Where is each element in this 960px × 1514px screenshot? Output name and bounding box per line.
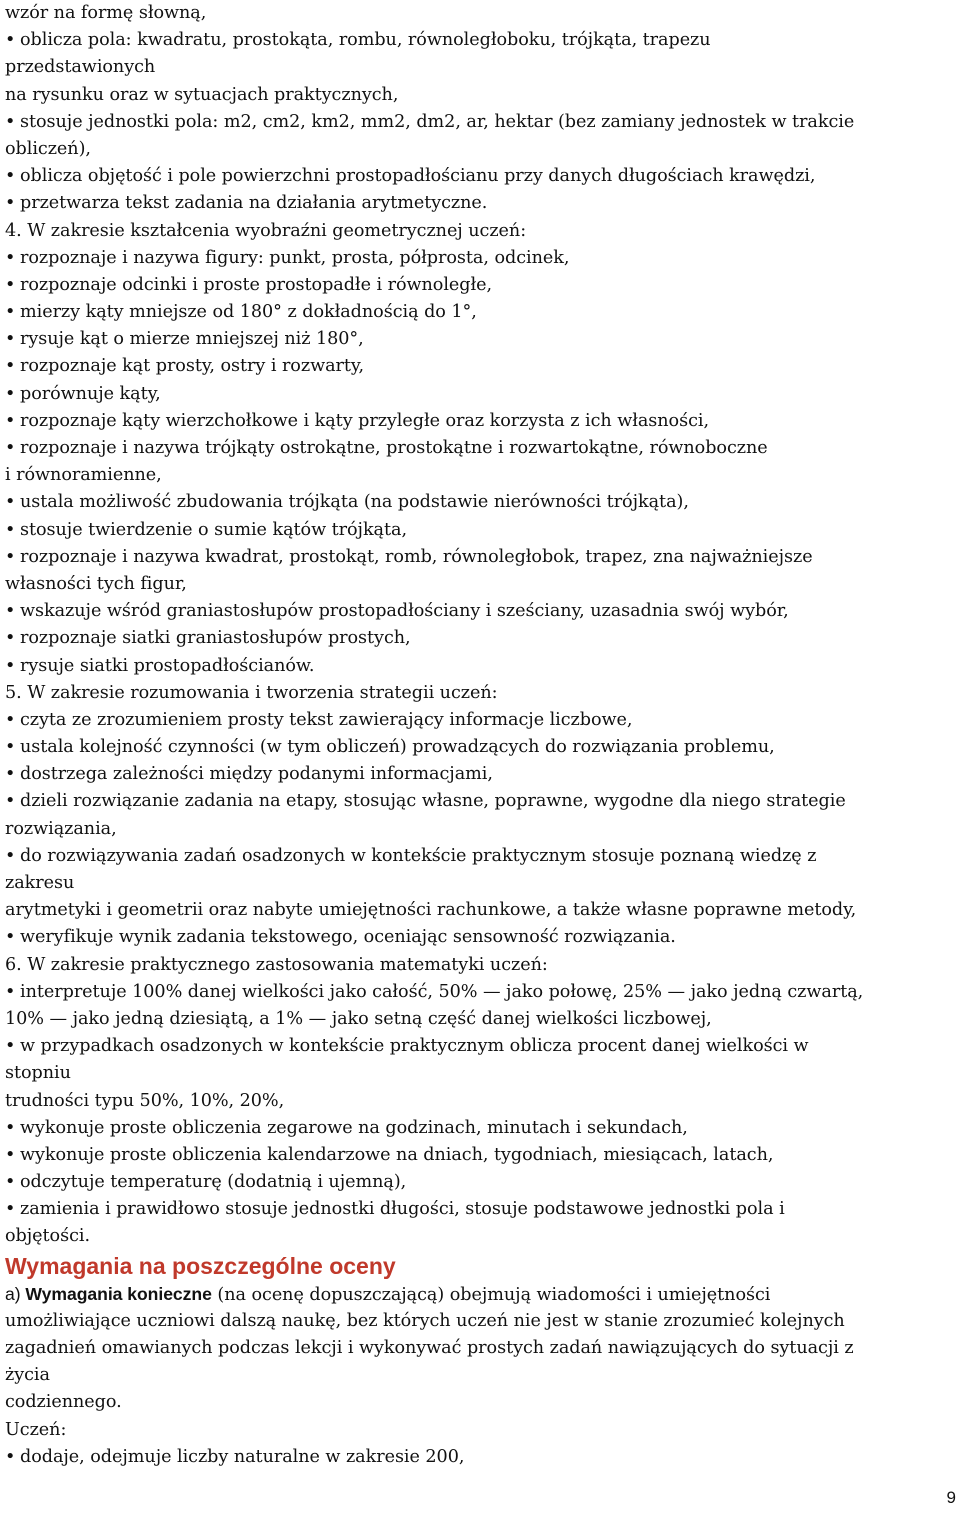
intro-line bbox=[5, 1281, 955, 1308]
bullet-item: • oblicza objętość i pole powierzchni prostopadłościanu przy danych długościach krawędzi, bbox=[5, 163, 955, 190]
bullet-item: • rozpoznaje odcinki i proste prostopadłe i równoległe, bbox=[5, 272, 955, 299]
text-line: codziennego. bbox=[5, 1392, 122, 1413]
text-line: umożliwiające uczniowi dalszą naukę, bez których uczeń nie jest w stanie zrozumieć kolejnych bbox=[5, 1310, 845, 1331]
page-number: 9 bbox=[946, 1488, 956, 1507]
text-line: obliczeń), bbox=[5, 138, 91, 159]
bullet-item: • wykonuje proste obliczenia zegarowe na godzinach, minutach i sekundach, bbox=[5, 1115, 955, 1142]
text-line: rozwiązania, bbox=[5, 818, 117, 839]
text-line: zakresu bbox=[5, 873, 75, 893]
bullet-item: • zamienia i prawidłowo stosuje jednostki długości, stosuje podstawowe jednostki pola i bbox=[5, 1196, 955, 1223]
text-line: 10% — jako jedną dziesiątą, a 1% — jako setną część danej wielkości liczbowej, bbox=[5, 1008, 712, 1029]
text-line: 4. W zakresie kształcenia wyobraźni geometrycznej uczeń: bbox=[5, 220, 527, 241]
bullet-item: • rozpoznaje siatki graniastosłupów prostych, bbox=[5, 625, 955, 652]
intro-prefix: a) bbox=[5, 1283, 26, 1304]
bullet-item: • weryfikuje wynik zadania tekstowego, oceniając sensowność rozwiązania. bbox=[5, 924, 955, 951]
bullet-item: • rozpoznaje kąty wierzchołkowe i kąty przyległe oraz korzysta z ich własności, bbox=[5, 408, 955, 435]
text-line: Uczeń: bbox=[5, 1419, 67, 1440]
bullet-item: • rozpoznaje i nazywa kwadrat, prostokąt, romb, równoległobok, trapez, zna najważniejsze bbox=[5, 544, 955, 571]
bullet-item: • wykonuje proste obliczenia kalendarzowe na dniach, tygodniach, miesiącach, latach, bbox=[5, 1142, 955, 1169]
bullet-item: • czyta ze zrozumieniem prosty tekst zawierający informacje liczbowe, bbox=[5, 707, 955, 734]
bullet-item: • w przypadkach osadzonych w kontekście praktycznym oblicza procent danej wielkości w bbox=[5, 1033, 955, 1060]
requirements-text-block bbox=[5, 0, 955, 1251]
section-heading: Wymagania na poszczególne oceny bbox=[5, 1252, 396, 1279]
text-line: zagadnień omawianych podczas lekcji i wykonywać prostych zadań nawiązujących do sytuacji z bbox=[5, 1338, 854, 1358]
bullet-item: • rozpoznaje i nazywa trójkąty ostrokątne, prostokątne i rozwartokątne, równoboczne bbox=[5, 435, 955, 462]
text-line: na rysunku oraz w sytuacjach praktycznych, bbox=[5, 84, 399, 105]
bullet-item: • oblicza pola: kwadratu, prostokąta, rombu, równoległoboku, trójkąta, trapezu bbox=[5, 27, 955, 54]
text-line: objętości. bbox=[5, 1226, 90, 1247]
bullet-item: • rysuje siatki prostopadłościanów. bbox=[5, 653, 955, 680]
intro-rest: (na ocenę dopuszczającą) obejmują wiadomości i umiejętności bbox=[211, 1284, 771, 1305]
bullet-item: • porównuje kąty, bbox=[5, 381, 955, 408]
intro-bold-term: Wymagania konieczne bbox=[25, 1283, 212, 1304]
text-line: stopniu bbox=[5, 1063, 71, 1084]
text-line: przedstawionych bbox=[5, 57, 156, 78]
bullet-item: • przetwarza tekst zadania na działania arytmetyczne. bbox=[5, 190, 955, 217]
bullet-item: • dostrzega zależności między podanymi informacjami, bbox=[5, 761, 955, 788]
text-line: własności tych figur, bbox=[5, 573, 187, 594]
text-line: arytmetyki i geometrii oraz nabyte umiejętności rachunkowe, a także własne poprawne metody, bbox=[5, 900, 857, 921]
bullet-item: • odczytuje temperaturę (dodatnią i ujemną), bbox=[5, 1169, 955, 1196]
bullet-item: • rozpoznaje kąt prosty, ostry i rozwarty, bbox=[5, 353, 955, 380]
bullet-item: • do rozwiązywania zadań osadzonych w kontekście praktycznym stosuje poznaną wiedzę z bbox=[5, 843, 955, 870]
bullet-item: • dzieli rozwiązanie zadania na etapy, stosując własne, poprawne, wygodne dla niego strategie bbox=[5, 788, 955, 815]
bullet-item: • dodaje, odejmuje liczby naturalne w zakresie 200, bbox=[5, 1444, 955, 1471]
bullet-item: • rysuje kąt o mierze mniejszej niż 180°, bbox=[5, 326, 955, 353]
text-line: życia bbox=[5, 1365, 50, 1386]
requirements-tail-block bbox=[5, 1308, 955, 1471]
document-page bbox=[5, 0, 955, 1471]
bullet-item: • rozpoznaje i nazywa figury: punkt, prosta, półprosta, odcinek, bbox=[5, 245, 955, 272]
text-line: i równoramienne, bbox=[5, 465, 162, 486]
bullet-item: • interpretuje 100% danej wielkości jako całość, 50% — jako połowę, 25% — jako jedną czwartą, bbox=[5, 979, 955, 1006]
text-line: 6. W zakresie praktycznego zastosowania matematyki uczeń: bbox=[5, 954, 548, 975]
bullet-item: • ustala możliwość zbudowania trójkąta (na podstawie nierówności trójkąta), bbox=[5, 489, 955, 516]
bullet-item: • mierzy kąty mniejsze od 180° z dokładnością do 1°, bbox=[5, 299, 955, 326]
bullet-item: • stosuje jednostki pola: m2, cm2, km2, mm2, dm2, ar, hektar (bez zamiany jednostek w trakcie bbox=[5, 109, 955, 136]
bullet-item: • wskazuje wśród graniastosłupów prostopadłościany i sześciany, uzasadnia swój wybór, bbox=[5, 598, 955, 625]
bullet-item: • ustala kolejność czynności (w tym obliczeń) prowadzących do rozwiązania problemu, bbox=[5, 734, 955, 761]
bullet-item: • stosuje twierdzenie o sumie kątów trójkąta, bbox=[5, 517, 955, 544]
text-line: wzór na formę słowną, bbox=[5, 3, 207, 23]
text-line: 5. W zakresie rozumowania i tworzenia strategii uczeń: bbox=[5, 682, 498, 703]
text-line: trudności typu 50%, 10%, 20%, bbox=[5, 1090, 285, 1111]
